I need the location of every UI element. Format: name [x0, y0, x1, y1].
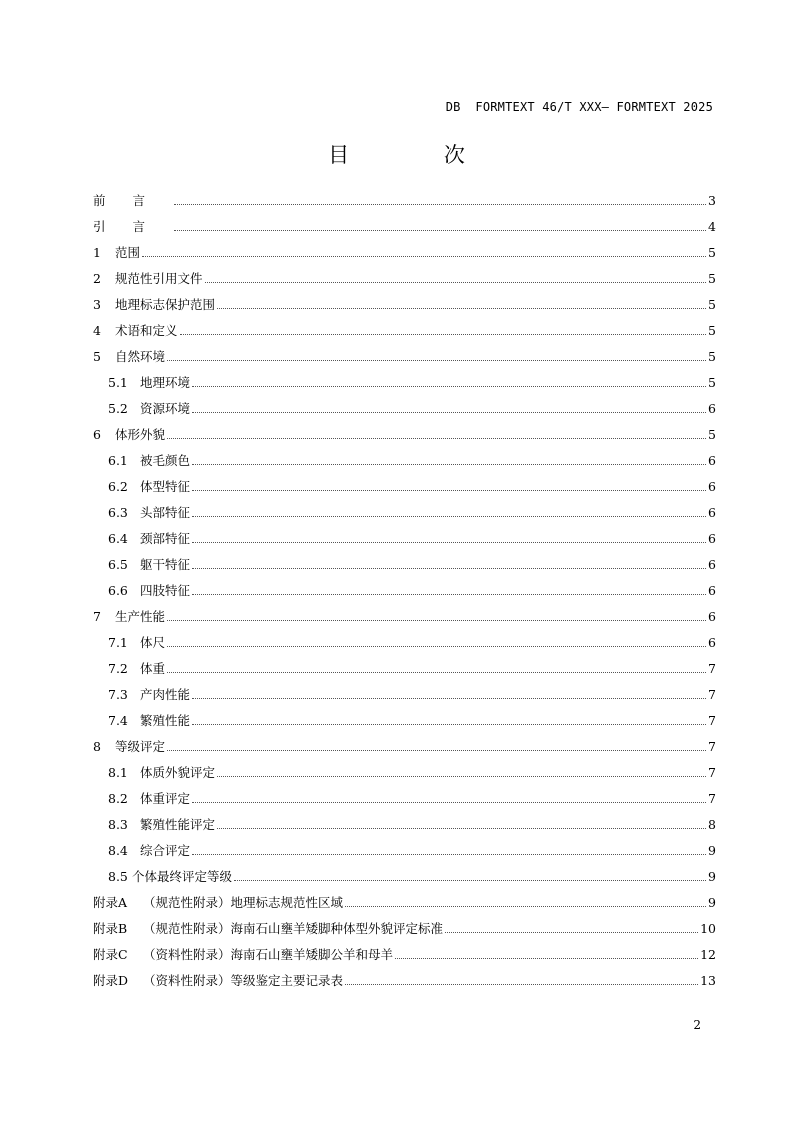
- toc-dot-leader: [167, 360, 706, 361]
- toc-entry-number: 5: [93, 349, 101, 364]
- toc-entry-number: 8.5: [108, 869, 128, 884]
- toc-title: 目 次: [328, 143, 509, 167]
- toc-dot-leader: [445, 932, 698, 933]
- toc-entry-page: 5: [708, 375, 716, 390]
- toc-entry-text: [93, 323, 178, 339]
- toc-dot-leader: [192, 490, 706, 491]
- toc-entry-number: 6.2: [108, 479, 128, 494]
- toc-entry-text: [93, 583, 190, 599]
- toc-entry[interactable]: [93, 859, 716, 885]
- toc-entry-number: 1: [93, 245, 101, 260]
- toc-entry-page: 6: [708, 557, 716, 572]
- toc-dot-leader: [192, 854, 706, 855]
- toc-entry[interactable]: [93, 547, 716, 573]
- toc-entry-page: 13: [700, 973, 716, 988]
- toc-entry-number: 8.3: [108, 817, 128, 832]
- toc-entry-text: [93, 505, 190, 521]
- toc-entry-number: 8.2: [108, 791, 128, 806]
- toc-entry-label: 四肢特征: [140, 583, 191, 598]
- toc-entry-number: 6.1: [108, 453, 128, 468]
- toc-entry-number: 7.1: [108, 635, 128, 650]
- toc-entry[interactable]: [93, 521, 716, 547]
- toc-dot-leader: [345, 906, 706, 907]
- toc-entry-label: 颈部特征: [140, 531, 191, 546]
- toc-entry-number: 7: [93, 609, 101, 624]
- toc-entry-text: [93, 973, 343, 989]
- toc-dot-leader: [174, 230, 706, 231]
- toc-entry[interactable]: [93, 781, 716, 807]
- toc-entry-label: 生产性能: [115, 609, 166, 624]
- toc-entry-number: 附录B: [93, 921, 128, 936]
- toc-entry-page: 8: [708, 817, 716, 832]
- toc-entry-label: 体形外貌: [115, 427, 166, 442]
- toc-entry-number: 附录C: [93, 947, 128, 962]
- toc-entry-text: [93, 193, 172, 209]
- toc-entry-page: 5: [708, 427, 716, 442]
- toc-entry[interactable]: [93, 417, 716, 443]
- toc-entry-label: （规范性附录）地理标志规范性区域: [143, 895, 344, 910]
- toc-entry-text: [93, 765, 215, 781]
- toc-entry-text: [93, 661, 165, 677]
- toc-entry-number: 附录A: [93, 895, 128, 910]
- toc-entry[interactable]: [93, 261, 716, 287]
- toc-entry-page: 6: [708, 505, 716, 520]
- toc-entry-label: 产肉性能: [140, 687, 191, 702]
- toc-entry-number: 5.2: [108, 401, 128, 416]
- toc-entry-page: 7: [708, 687, 716, 702]
- toc-entry-label: 体尺: [140, 635, 166, 650]
- toc-dot-leader: [192, 802, 706, 803]
- toc-dot-leader: [192, 724, 706, 725]
- toc-entry[interactable]: [93, 755, 716, 781]
- toc-entry-label: 资源环境: [140, 401, 191, 416]
- toc-dot-leader: [345, 984, 698, 985]
- toc-entry[interactable]: [93, 365, 716, 391]
- toc-entry-page: 6: [708, 479, 716, 494]
- toc-entry[interactable]: [93, 599, 716, 625]
- toc-entry-number: 7.2: [108, 661, 128, 676]
- toc-entry[interactable]: [93, 833, 716, 859]
- toc-entry-label: 躯干特征: [140, 557, 191, 572]
- toc-entry-label: 综合评定: [140, 843, 191, 858]
- toc-entry-number: 3: [93, 297, 101, 312]
- toc-entry[interactable]: [93, 469, 716, 495]
- table-of-contents: [93, 183, 716, 989]
- toc-entry-label: 体重: [140, 661, 166, 676]
- toc-entry[interactable]: [93, 573, 716, 599]
- toc-entry-text: [93, 635, 165, 651]
- toc-entry-page: 7: [708, 739, 716, 754]
- toc-entry-text: [93, 375, 190, 391]
- toc-entry-text: [93, 869, 232, 885]
- toc-entry-label: 范围: [115, 245, 141, 260]
- toc-entry-text: [93, 921, 443, 937]
- toc-entry[interactable]: [93, 495, 716, 521]
- toc-entry[interactable]: [93, 703, 716, 729]
- toc-entry-page: 6: [708, 583, 716, 598]
- toc-entry[interactable]: [93, 625, 716, 651]
- toc-entry-page: 9: [708, 895, 716, 910]
- toc-entry-text: [93, 349, 165, 365]
- toc-entry-page: 6: [708, 609, 716, 624]
- toc-dot-leader: [167, 750, 706, 751]
- toc-entry[interactable]: [93, 443, 716, 469]
- toc-entry-page: 7: [708, 791, 716, 806]
- toc-entry-page: 9: [708, 843, 716, 858]
- toc-entry-page: 10: [700, 921, 716, 936]
- toc-entry-page: 6: [708, 531, 716, 546]
- toc-entry[interactable]: [93, 209, 716, 235]
- toc-entry-label: 地理环境: [140, 375, 191, 390]
- toc-entry[interactable]: [93, 313, 716, 339]
- toc-entry-label: 头部特征: [140, 505, 191, 520]
- toc-dot-leader: [192, 464, 706, 465]
- toc-entry[interactable]: [93, 937, 716, 963]
- toc-entry-number: 6: [93, 427, 101, 442]
- toc-entry-number: 附录D: [93, 973, 129, 988]
- toc-entry[interactable]: [93, 339, 716, 365]
- toc-entry-number: 5.1: [108, 375, 128, 390]
- toc-entry-text: [93, 739, 165, 755]
- toc-entry-page: 5: [708, 323, 716, 338]
- toc-entry-label: 体质外貌评定: [140, 765, 216, 780]
- toc-entry-page: 7: [708, 661, 716, 676]
- toc-dot-leader: [167, 438, 706, 439]
- toc-entry-label: 前言: [93, 193, 173, 208]
- toc-entry[interactable]: [93, 287, 716, 313]
- toc-entry-number: 2: [93, 271, 101, 286]
- toc-entry-page: 5: [708, 245, 716, 260]
- toc-entry-number: 6.4: [108, 531, 128, 546]
- toc-dot-leader: [217, 308, 706, 309]
- toc-dot-leader: [395, 958, 698, 959]
- toc-entry-page: 12: [700, 947, 716, 962]
- toc-dot-leader: [192, 698, 706, 699]
- toc-entry-page: 5: [708, 271, 716, 286]
- toc-entry-text: [93, 219, 172, 235]
- toc-entry-text: [93, 713, 190, 729]
- toc-entry-page: 3: [708, 193, 716, 208]
- toc-entry-label: （资料性附录）等级鉴定主要记录表: [143, 973, 344, 988]
- toc-dot-leader: [180, 334, 706, 335]
- toc-dot-leader: [192, 516, 706, 517]
- toc-dot-leader: [192, 412, 706, 413]
- toc-entry[interactable]: [93, 677, 716, 703]
- toc-entry-label: 体重评定: [140, 791, 191, 806]
- toc-entry-text: [93, 531, 190, 547]
- toc-entry-label: 体型特征: [140, 479, 191, 494]
- toc-entry-page: 5: [708, 349, 716, 364]
- toc-entry-number: 7.3: [108, 687, 128, 702]
- toc-entry-label: （规范性附录）海南石山壅羊矮脚种体型外貌评定标准: [143, 921, 444, 936]
- toc-entry-number: 6.5: [108, 557, 128, 572]
- toc-entry-number: 8.4: [108, 843, 128, 858]
- toc-entry-text: [93, 947, 393, 963]
- toc-entry-label: 地理标志保护范围: [115, 297, 216, 312]
- toc-entry-label: 繁殖性能评定: [140, 817, 216, 832]
- toc-entry-label: 规范性引用文件: [115, 271, 203, 286]
- toc-dot-leader: [192, 542, 706, 543]
- toc-entry-text: [93, 271, 203, 287]
- toc-entry-number: 8: [93, 739, 101, 754]
- toc-entry-page: 6: [708, 401, 716, 416]
- toc-entry-label: 个体最终评定等级: [132, 869, 233, 884]
- toc-entry-text: [93, 557, 190, 573]
- toc-entry[interactable]: [93, 235, 716, 261]
- toc-entry-page: 6: [708, 453, 716, 468]
- toc-entry-text: [93, 245, 140, 261]
- toc-entry[interactable]: [93, 729, 716, 755]
- toc-entry-text: [93, 843, 190, 859]
- toc-entry-text: [93, 817, 215, 833]
- toc-entry-number: 8.1: [108, 765, 128, 780]
- toc-entry-page: 4: [708, 219, 716, 234]
- toc-entry[interactable]: [93, 183, 716, 209]
- toc-entry[interactable]: [93, 391, 716, 417]
- toc-dot-leader: [142, 256, 706, 257]
- toc-dot-leader: [217, 828, 706, 829]
- toc-entry-text: [93, 401, 190, 417]
- toc-entry[interactable]: [93, 885, 716, 911]
- toc-dot-leader: [205, 282, 706, 283]
- toc-entry-page: 9: [708, 869, 716, 884]
- toc-entry-page: 7: [708, 713, 716, 728]
- toc-entry-text: [93, 297, 215, 313]
- toc-dot-leader: [217, 776, 706, 777]
- toc-entry-number: 4: [93, 323, 101, 338]
- toc-dot-leader: [167, 620, 706, 621]
- toc-dot-leader: [192, 568, 706, 569]
- toc-entry-text: [93, 609, 165, 625]
- toc-entry-label: 术语和定义: [115, 323, 178, 338]
- toc-entry-text: [93, 479, 190, 495]
- toc-dot-leader: [192, 594, 706, 595]
- toc-entry[interactable]: [93, 807, 716, 833]
- toc-entry-text: [93, 895, 343, 911]
- toc-entry-label: 繁殖性能: [140, 713, 191, 728]
- toc-dot-leader: [234, 880, 706, 881]
- toc-entry-number: 6.6: [108, 583, 128, 598]
- toc-entry-label: 等级评定: [115, 739, 166, 754]
- page-number: 2: [693, 1018, 701, 1032]
- toc-entry-text: [93, 453, 190, 469]
- toc-entry-number: 7.4: [108, 713, 128, 728]
- document-header: DB FORMTEXT 46/T XXX— FORMTEXT 2025: [445, 100, 713, 114]
- toc-entry-text: [93, 687, 190, 703]
- toc-dot-leader: [167, 646, 706, 647]
- toc-entry-label: 被毛颜色: [140, 453, 191, 468]
- toc-dot-leader: [192, 386, 706, 387]
- toc-entry[interactable]: [93, 963, 716, 989]
- toc-dot-leader: [174, 204, 706, 205]
- toc-dot-leader: [167, 672, 706, 673]
- toc-entry-label: （资料性附录）海南石山壅羊矮脚公羊和母羊: [143, 947, 394, 962]
- toc-entry-text: [93, 427, 165, 443]
- toc-entry-text: [93, 791, 190, 807]
- toc-entry-number: 6.3: [108, 505, 128, 520]
- toc-entry[interactable]: [93, 651, 716, 677]
- toc-entry-page: 5: [708, 297, 716, 312]
- toc-entry-page: 7: [708, 765, 716, 780]
- toc-entry-label: 自然环境: [115, 349, 166, 364]
- toc-entry-label: 引言: [93, 219, 173, 234]
- toc-entry-page: 6: [708, 635, 716, 650]
- toc-entry[interactable]: [93, 911, 716, 937]
